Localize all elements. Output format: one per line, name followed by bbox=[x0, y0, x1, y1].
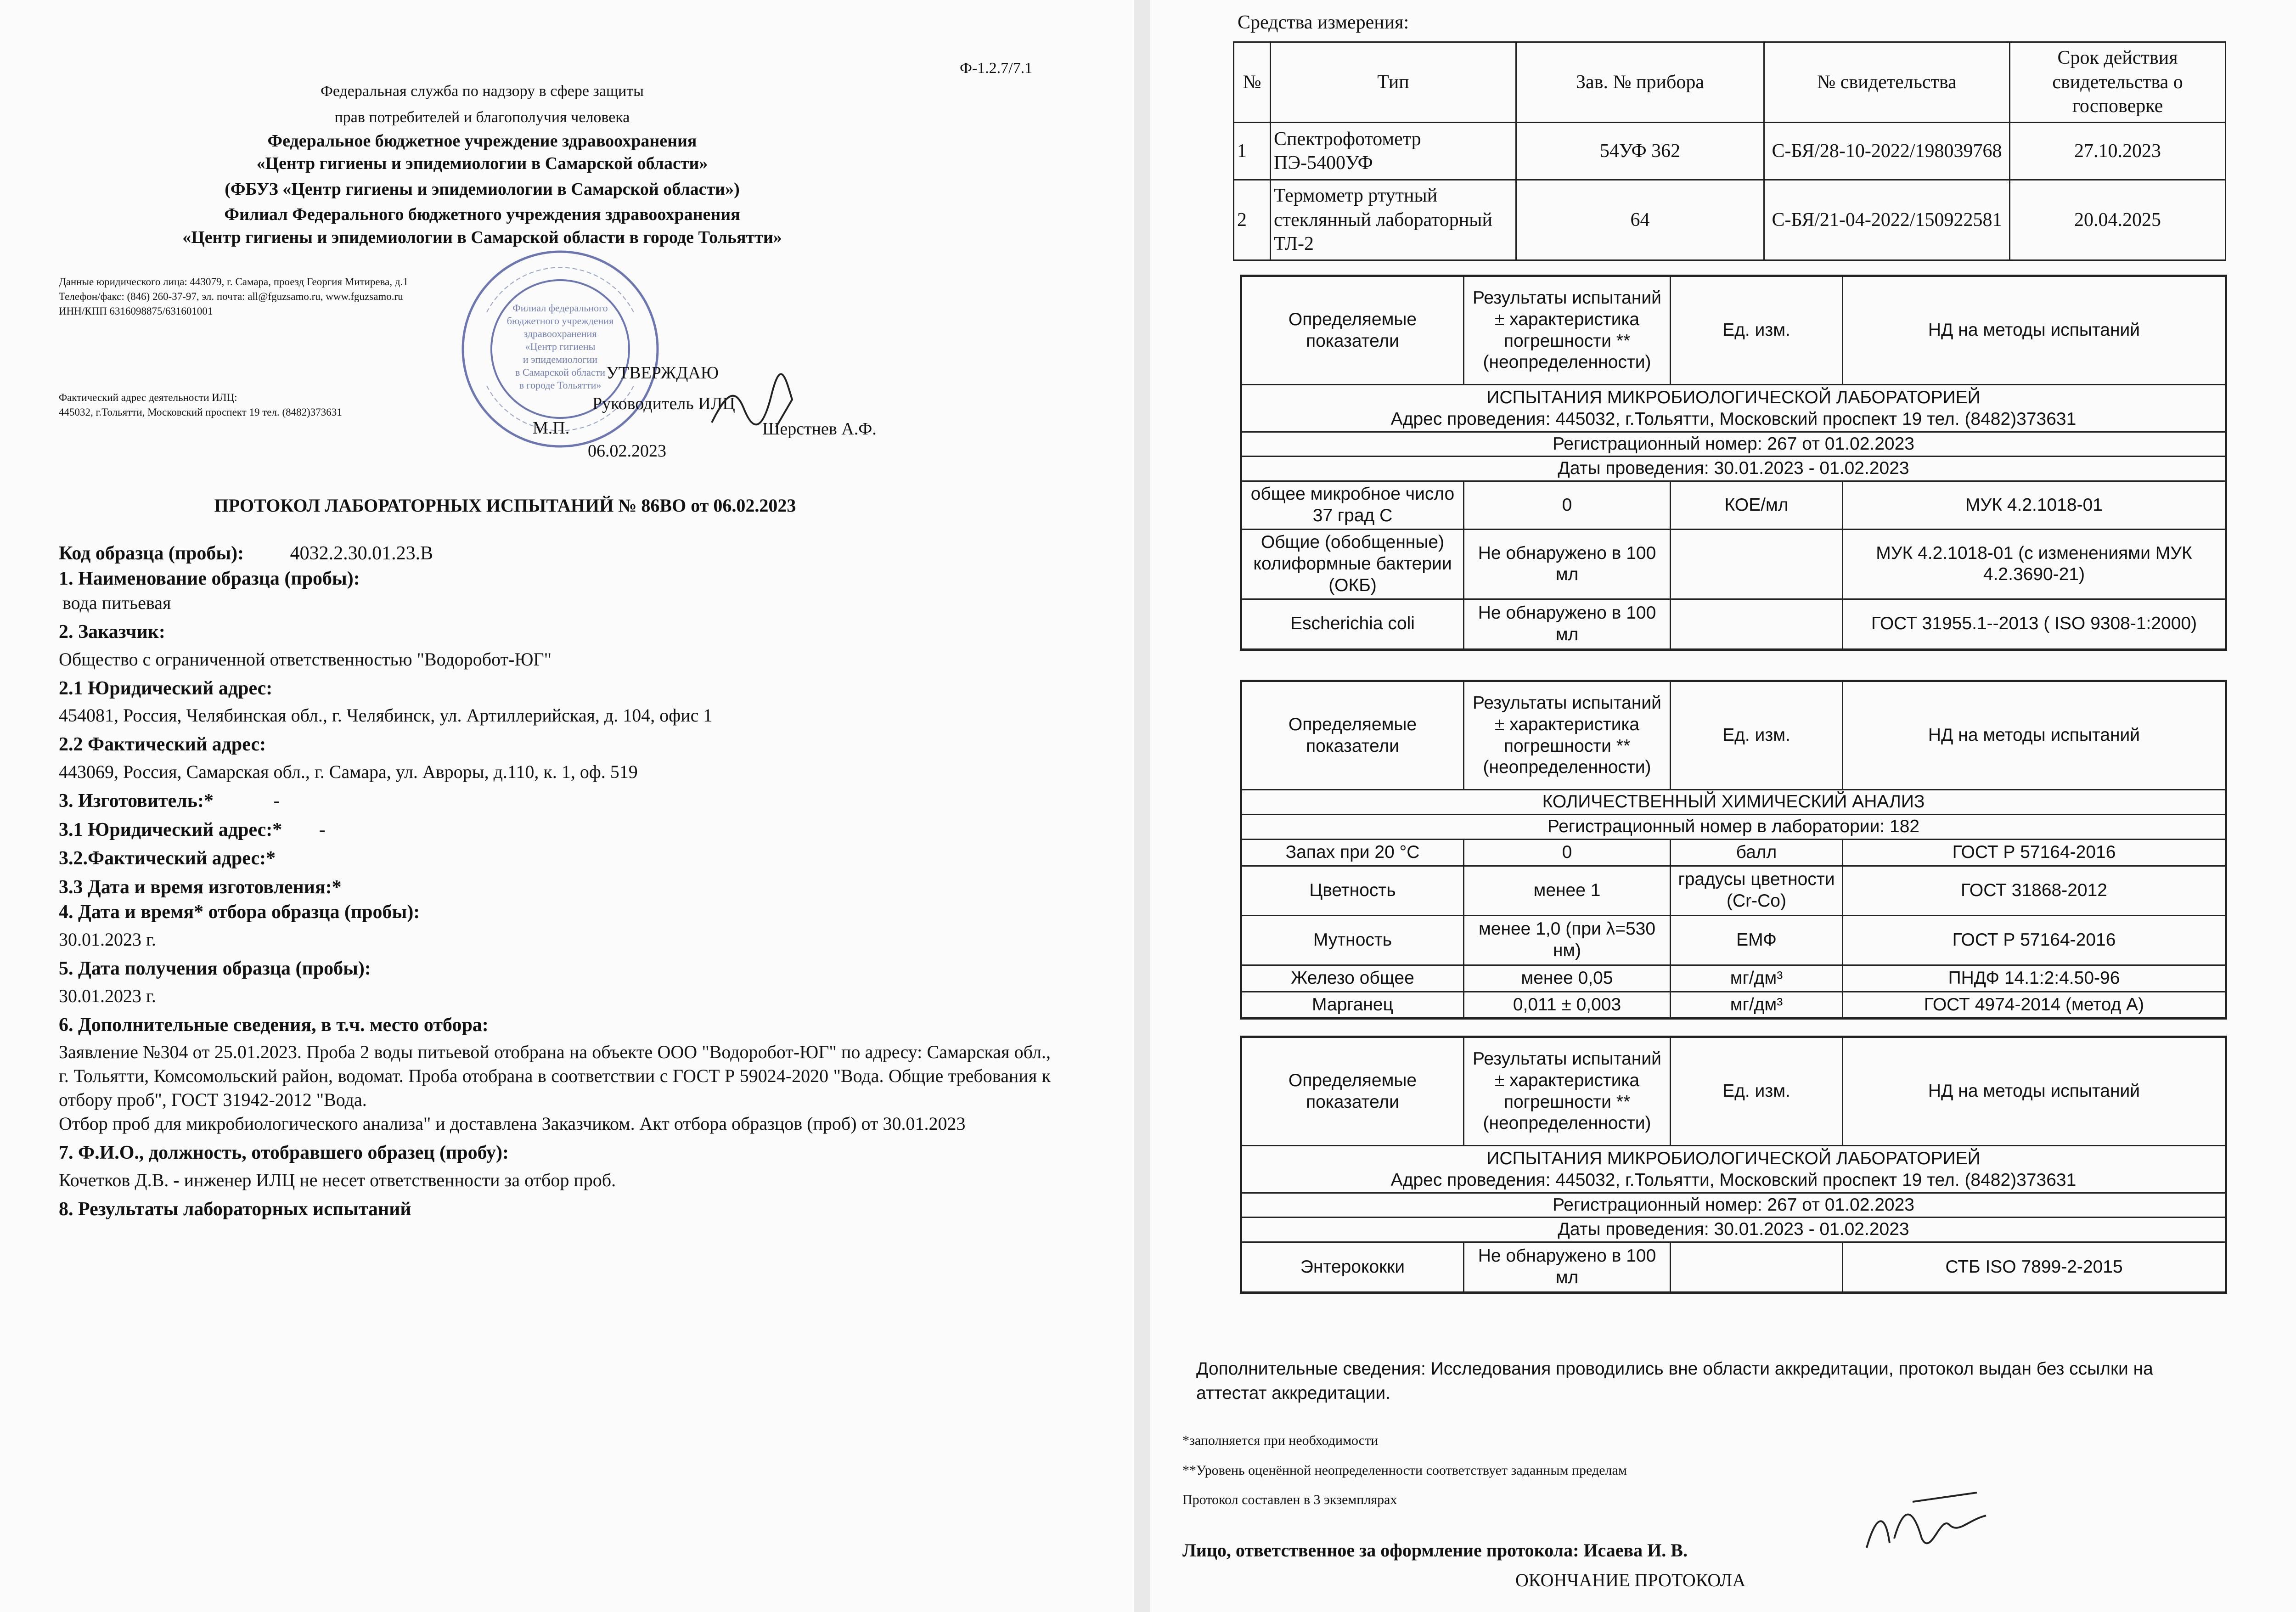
indicator-name: Марганец bbox=[1241, 992, 1464, 1019]
table-header-cell: № свидетельства bbox=[1764, 42, 2010, 123]
org-header-line: «Центр гигиены и эпидемиологии в Самарской области в городе Тольятти» bbox=[182, 227, 782, 247]
indicator-unit bbox=[1671, 1242, 1843, 1293]
device-serial: 64 bbox=[1516, 180, 1764, 260]
indicator-method: МУК 4.2.1018-01 (с изменениями МУК 4.2.3690-21) bbox=[1843, 530, 2226, 599]
footnote: **Уровень оценённой неопределенности соответствует заданным пределам bbox=[1182, 1463, 1627, 1478]
indicator-name: Общие (обобщенные) колиформные бактерии (ОКБ) bbox=[1241, 530, 1464, 599]
approve-title: УТВЕРЖДАЮ bbox=[606, 363, 719, 383]
registration-number: Регистрационный номер: 267 от 01.02.2023 bbox=[1241, 432, 2226, 457]
section-label: 3.3 Дата и время изготовления:* bbox=[59, 876, 342, 898]
actual-address-line: 445032, г.Тольятти, Московский проспект 19 тел. (8482)373631 bbox=[59, 406, 342, 418]
additional-info: Дополнительные сведения: Исследования проводились вне области аккредитации, протокол выдан без ссылки на аттестат аккредитации. bbox=[1196, 1359, 2153, 1403]
table-row bbox=[1241, 992, 2226, 1019]
table-row bbox=[1241, 839, 2226, 866]
col-header-indicators: Определяемые показатели bbox=[1241, 681, 1464, 790]
table-row bbox=[1241, 1242, 2226, 1293]
table-row bbox=[1241, 965, 2226, 992]
indicator-method: ГОСТ 31868-2012 bbox=[1843, 866, 2226, 915]
col-header-results: Результаты испытаний ± характеристика погрешности **(неопределенности) bbox=[1464, 276, 1671, 385]
section-value: Кочетков Д.В. - инженер ИЛЦ не несет ответственности за отбор проб. bbox=[59, 1169, 616, 1190]
section-label: 4. Дата и время* отбора образца (пробы): bbox=[59, 902, 420, 923]
col-header-units: Ед. изм. bbox=[1671, 681, 1843, 790]
col-header-units: Ед. изм. bbox=[1671, 1037, 1843, 1146]
section-title: ИСПЫТАНИЯ МИКРОБИОЛОГИЧЕСКОЙ ЛАБОРАТОРИЕЙ bbox=[1486, 1149, 1981, 1168]
certificate-validity: 20.04.2025 bbox=[2010, 180, 2226, 260]
col-header-indicators: Определяемые показатели bbox=[1241, 1037, 1464, 1146]
manufacturer-legal-row bbox=[59, 817, 1051, 843]
section-value: 30.01.2023 г. bbox=[59, 929, 156, 950]
micro-results-table bbox=[1240, 275, 2227, 651]
indicator-method: ГОСТ 4974-2014 (метод А) bbox=[1843, 992, 2226, 1019]
section-address: Адрес проведения: 445032, г.Тольятти, Московский проспект 19 тел. (8482)373631 bbox=[1390, 1170, 2077, 1190]
col-header-methods: НД на методы испытаний bbox=[1843, 276, 2226, 385]
test-dates: Даты проведения: 30.01.2023 - 01.02.2023 bbox=[1241, 457, 2226, 481]
row-number: 1 bbox=[1234, 123, 1271, 180]
protocol-page-1 bbox=[0, 0, 1134, 1612]
section-label: 3.1 Юридический адрес:* bbox=[59, 819, 282, 840]
row-number: 2 bbox=[1234, 180, 1271, 260]
section-value: 454081, Россия, Челябинская обл., г. Челябинск, ул. Артиллерийская, д. 104, офис 1 bbox=[59, 705, 713, 726]
svg-text:бюджетного учреждения: бюджетного учреждения bbox=[506, 315, 614, 327]
indicator-method: ГОСТ Р 57164-2016 bbox=[1843, 839, 2226, 866]
approve-date: 06.02.2023 bbox=[588, 441, 666, 461]
protocol-end: ОКОНЧАНИЕ ПРОТОКОЛА bbox=[1515, 1570, 1746, 1590]
protocol-body bbox=[59, 541, 1051, 1222]
table-header-cell: Зав. № прибора bbox=[1516, 42, 1764, 123]
col-header-units: Ед. изм. bbox=[1671, 276, 1843, 385]
indicator-method: ГОСТ 31955.1--2013 ( ISO 9308-1:2000) bbox=[1843, 599, 2226, 649]
section-label: 3.2.Фактический адрес:* bbox=[59, 848, 276, 869]
svg-text:Филиал федерального: Филиал федерального bbox=[512, 302, 608, 314]
svg-text:в городе Тольятти»: в городе Тольятти» bbox=[519, 379, 602, 391]
device-type: Спектрофотометр ПЭ-5400УФ bbox=[1271, 123, 1516, 180]
certificate-number: С-БЯ/21-04-2022/150922581 bbox=[1764, 180, 2010, 260]
section-label: 2.1 Юридический адрес: bbox=[59, 677, 273, 699]
indicator-method: ГОСТ Р 57164-2016 bbox=[1843, 915, 2226, 965]
indicator-unit: КОЕ/мл bbox=[1671, 481, 1843, 530]
indicator-result: Не обнаружено в 100 мл bbox=[1464, 599, 1671, 649]
actual-address bbox=[59, 390, 342, 420]
indicator-unit bbox=[1671, 599, 1843, 649]
svg-text:в Самарской области: в Самарской области bbox=[515, 366, 606, 378]
section-band bbox=[1241, 1146, 2226, 1193]
org-header-line: Филиал Федерального бюджетного учреждения здравоохранения bbox=[224, 205, 740, 225]
indicator-unit: балл bbox=[1671, 839, 1843, 866]
col-header-results: Результаты испытаний ± характеристика погрешности **(неопределенности) bbox=[1464, 681, 1671, 790]
section-value: Отбор проб для микробиологического анализа" и доставлена Заказчиком. Акт отбора образцов (проб) от 30.01.2023 bbox=[59, 1113, 966, 1134]
table-header-row bbox=[1241, 1037, 2226, 1146]
manufacturer-row bbox=[59, 789, 1051, 814]
device-serial: 54УФ 362 bbox=[1516, 123, 1764, 180]
indicator-result: менее 1,0 (при λ=530 нм) bbox=[1464, 915, 1671, 965]
section-value: вода питьевая bbox=[62, 592, 171, 614]
registration-number: Регистрационный номер: 267 от 01.02.2023 bbox=[1241, 1193, 2226, 1217]
section-band bbox=[1241, 385, 2226, 432]
protocol-title: ПРОТОКОЛ ЛАБОРАТОРНЫХ ИСПЫТАНИЙ № 86ВО от 06.02.2023 bbox=[214, 495, 796, 516]
test-dates: Даты проведения: 30.01.2023 - 01.02.2023 bbox=[1241, 1217, 2226, 1242]
micro2-results-table bbox=[1240, 1036, 2227, 1294]
actual-address-line: Фактический адрес деятельности ИЛЦ: bbox=[59, 392, 237, 403]
section-label: 8. Результаты лабораторных испытаний bbox=[59, 1198, 411, 1220]
svg-text:«Центр гигиены: «Центр гигиены bbox=[525, 341, 596, 352]
indicator-result: менее 0,05 bbox=[1464, 965, 1671, 992]
measurement-table bbox=[1233, 41, 2226, 261]
section-label: 2. Заказчик: bbox=[59, 621, 165, 643]
indicator-method: ПНДФ 14.1:2:4.50-96 bbox=[1843, 965, 2226, 992]
sample-code-label: Код образца (пробы): bbox=[59, 543, 244, 564]
sample-code-row bbox=[59, 541, 1051, 566]
table-header-cell: № bbox=[1234, 42, 1271, 123]
section-label: 7. Ф.И.О., должность, отобравшего образец (пробу): bbox=[59, 1142, 509, 1164]
section-address: Адрес проведения: 445032, г.Тольятти, Московский проспект 19 тел. (8482)373631 bbox=[1390, 409, 2077, 429]
section-label: 3. Изготовитель:* bbox=[59, 790, 214, 812]
org-header-line: Федеральное бюджетное учреждение здравоохранения bbox=[267, 131, 697, 151]
indicator-result: 0 bbox=[1464, 839, 1671, 866]
svg-text:и эпидемиологии: и эпидемиологии bbox=[523, 354, 598, 365]
section-label: 2.2 Фактический адрес: bbox=[59, 734, 266, 755]
indicator-result: Не обнаружено в 100 мл bbox=[1464, 1242, 1671, 1293]
protocol-page-2 bbox=[1150, 0, 2296, 1612]
org-header-line: «Центр гигиены и эпидемиологии в Самарской области» bbox=[256, 154, 708, 174]
section-value: 30.01.2023 г. bbox=[59, 985, 156, 1006]
table-row bbox=[1234, 180, 2226, 260]
indicator-name: Мутность bbox=[1241, 915, 1464, 965]
legal-data bbox=[59, 275, 408, 319]
indicator-method: СТБ ISO 7899-2-2015 bbox=[1843, 1242, 2226, 1293]
certificate-validity: 27.10.2023 bbox=[2010, 123, 2226, 180]
indicator-name: общее микробное число 37 град С bbox=[1241, 481, 1464, 530]
org-header-line: (ФБУЗ «Центр гигиены и эпидемиологии в Самарской области») bbox=[225, 179, 740, 199]
section-value: 443069, Россия, Самарская обл., г. Самара, ул. Авроры, д.110, к. 1, оф. 519 bbox=[59, 761, 638, 782]
indicator-result: 0,011 ± 0,003 bbox=[1464, 992, 1671, 1019]
responsible-signature bbox=[1857, 1488, 1995, 1566]
table-header-cell: Срок действия свидетельства о госповерке bbox=[2010, 42, 2226, 123]
table-header-cell: Тип bbox=[1271, 42, 1516, 123]
table-row bbox=[1241, 599, 2226, 649]
footnote: *заполняется при необходимости bbox=[1182, 1433, 1379, 1448]
indicator-result: 0 bbox=[1464, 481, 1671, 530]
certificate-number: С-БЯ/28-10-2022/198039768 bbox=[1764, 123, 2010, 180]
director-signature bbox=[707, 367, 799, 436]
approve-role: Руководитель ИЛЦ bbox=[592, 394, 735, 413]
section-label: 6. Дополнительные сведения, в т.ч. место отбора: bbox=[59, 1014, 489, 1036]
table-header-row bbox=[1241, 276, 2226, 385]
indicator-unit: градусы цветности (Cr-Co) bbox=[1671, 866, 1843, 915]
footnote: Протокол составлен в 3 экземплярах bbox=[1182, 1492, 1397, 1507]
legal-data-line: Телефон/факс: (846) 260-37-97, эл. почта: all@fguzsamo.ru, www.fguzsamo.ru bbox=[59, 291, 403, 303]
indicator-name: Железо общее bbox=[1241, 965, 1464, 992]
table-header-row bbox=[1234, 42, 2226, 123]
indicator-unit: мг/дм³ bbox=[1671, 965, 1843, 992]
indicator-result: менее 1 bbox=[1464, 866, 1671, 915]
indicator-unit: ЕМФ bbox=[1671, 915, 1843, 965]
legal-data-line: Данные юридического лица: 443079, г. Самара, проезд Георгия Митирева, д.1 bbox=[59, 276, 408, 287]
sample-code-value: 4032.2.30.01.23.В bbox=[290, 543, 433, 564]
section-value: - bbox=[319, 819, 326, 840]
indicator-name: Запах при 20 °С bbox=[1241, 839, 1464, 866]
section-value: - bbox=[273, 790, 280, 812]
legal-data-line: ИНН/КПП 6316098875/631601001 bbox=[59, 305, 213, 317]
responsible-person: Лицо, ответственное за оформление протокола: Исаева И. В. bbox=[1182, 1540, 1688, 1561]
chem-results-table bbox=[1240, 680, 2227, 1020]
col-header-results: Результаты испытаний ± характеристика погрешности **(неопределенности) bbox=[1464, 1037, 1671, 1146]
table-header-row bbox=[1241, 681, 2226, 790]
section-title: КОЛИЧЕСТВЕННЫЙ ХИМИЧЕСКИЙ АНАЛИЗ bbox=[1241, 790, 2226, 815]
table-row bbox=[1241, 866, 2226, 915]
indicator-unit bbox=[1671, 530, 1843, 599]
table-row bbox=[1241, 481, 2226, 530]
indicator-name: Escherichia coli bbox=[1241, 599, 1464, 649]
col-header-methods: НД на методы испытаний bbox=[1843, 681, 2226, 790]
section-value: Общество с ограниченной ответственностью "Водоробот-ЮГ" bbox=[59, 648, 551, 670]
col-header-methods: НД на методы испытаний bbox=[1843, 1037, 2226, 1146]
section-value: Заявление №304 от 25.01.2023. Проба 2 воды питьевой отобрана на объекте ООО "Водоробот-ЮГ" по адресу: Самарская обл., г. Тольятти, Комсомольский район, водомат. Проба отобрана в соответствии с ГОСТ Р 59024-2020 "Вода. Общие требования к отбору проб", ГОСТ 31942-2012 "Вода. bbox=[59, 1042, 1051, 1110]
form-code: Ф-1.2.7/7.1 bbox=[960, 60, 1033, 77]
table-row bbox=[1241, 915, 2226, 965]
svg-text:здравоохранения: здравоохранения bbox=[523, 328, 597, 339]
org-header-line: прав потребителей и благополучия человека bbox=[334, 108, 630, 126]
col-header-indicators: Определяемые показатели bbox=[1241, 276, 1464, 385]
indicator-name: Цветность bbox=[1241, 866, 1464, 915]
device-type: Термометр ртутный стеклянный лабораторный ТЛ-2 bbox=[1271, 180, 1516, 260]
section-label: 5. Дата получения образца (пробы): bbox=[59, 958, 371, 979]
indicator-method: МУК 4.2.1018-01 bbox=[1843, 481, 2226, 530]
org-header-line: Федеральная служба по надзору в сфере защиты bbox=[320, 83, 644, 100]
indicator-name: Энтерококки bbox=[1241, 1242, 1464, 1293]
registration-number: Регистрационный номер в лаборатории: 182 bbox=[1241, 814, 2226, 839]
approve-mp: М.П. bbox=[533, 418, 570, 438]
indicator-unit: мг/дм³ bbox=[1671, 992, 1843, 1019]
section-title: ИСПЫТАНИЯ МИКРОБИОЛОГИЧЕСКОЙ ЛАБОРАТОРИЕЙ bbox=[1486, 388, 1981, 407]
approve-name: Шерстнев А.Ф. bbox=[762, 419, 877, 439]
section-label: 1. Наименование образца (пробы): bbox=[59, 568, 360, 589]
indicator-result: Не обнаружено в 100 мл bbox=[1464, 530, 1671, 599]
table-row bbox=[1241, 530, 2226, 599]
table-row bbox=[1234, 123, 2226, 180]
org-header bbox=[138, 82, 827, 249]
means-title: Средства измерения: bbox=[1238, 12, 1409, 33]
